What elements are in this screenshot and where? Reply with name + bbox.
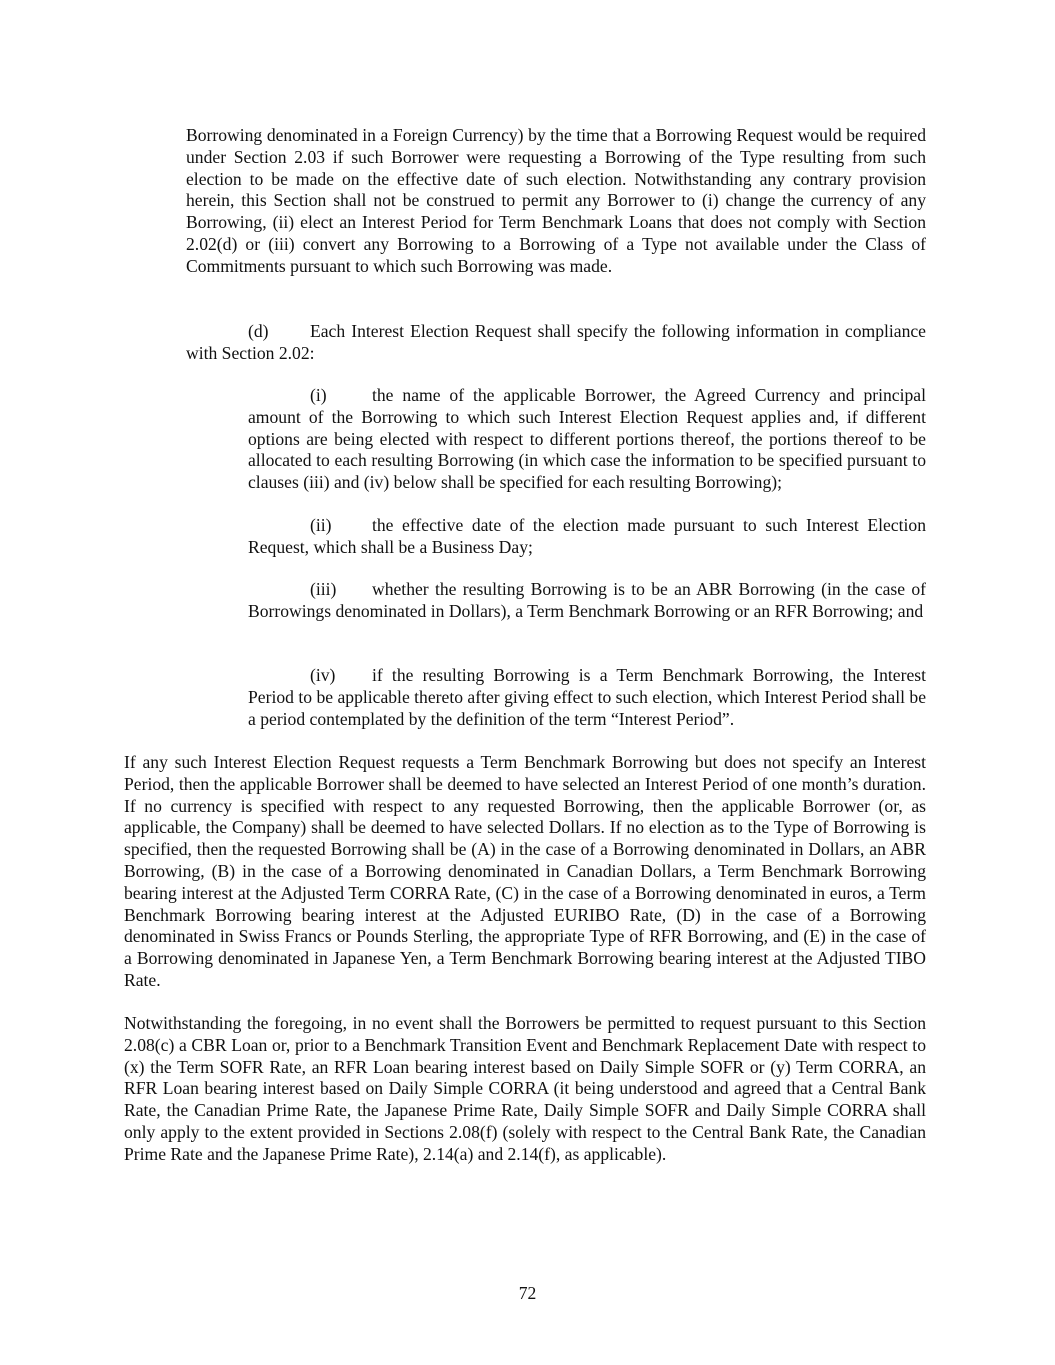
clause-ii-text: the effective date of the election made pursuant to such Interest Election Request, which shall be a Business Day; — [248, 515, 926, 557]
clause-ii-label: (ii) — [310, 515, 332, 535]
clause-iv — [248, 665, 926, 730]
default-election-paragraph: If any such Interest Election Request requests a Term Benchmark Borrowing but does not specify an Interest Period, then the applicable Borrower shall be deemed to have selected an Interest Period of one month’s duration. If no currency is specified with respect to any requested Borrowing, then the applicable Borrower (or, as applicable, the Company) shall be deemed to have selected Dollars. If no election as to the Type of Borrowing is specified, then the requested Borrowing shall be (A) in the case of a Borrowing denominated in Dollars, an ABR Borrowing, (B) in the case of a Borrowing denominated in Canadian Dollars, a Term Benchmark Borrowing bearing interest at the Adjusted Term CORRA Rate, (C) in the case of a Borrowing denominated in euros, a Term Benchmark Borrowing bearing interest at the Adjusted EURIBO Rate, (D) in the case of a Borrowing denominated in Swiss Francs or Pounds Sterling, the appropriate Type of RFR Borrowing, and (E) in the case of a Borrowing denominated in Japanese Yen, a Term Benchmark Borrowing bearing interest at the Adjusted TIBO Rate. — [124, 752, 926, 990]
continuation-paragraph: Borrowing denominated in a Foreign Currency) by the time that a Borrowing Request would be required under Section 2.03 if such Borrower were requesting a Borrowing of the Type resulting from such election to be made on the effective date of such election. Notwithstanding any contrary provision herein, this Section shall not be construed to permit any Borrower to (i) change the currency of any Borrowing, (ii) elect an Interest Period for Term Benchmark Loans that does not comply with Section 2.02(d) or (iii) convert any Borrowing to a Borrowing of a Type not available under the Class of Commitments pursuant to which such Borrowing was made. — [186, 125, 926, 276]
clause-iv-label: (iv) — [310, 665, 336, 685]
clause-i — [248, 385, 926, 494]
section-d-text: Each Interest Election Request shall specify the following information in compliance with Section 2.02: — [186, 321, 926, 363]
clause-ii — [248, 515, 926, 559]
clause-iii-text: whether the resulting Borrowing is to be an ABR Borrowing (in the case of Borrowings denominated in Dollars), a Term Benchmark Borrowing or an RFR Borrowing; and — [248, 579, 926, 621]
section-d-paragraph — [186, 321, 926, 365]
clause-i-text: the name of the applicable Borrower, the Agreed Currency and principal amount of the Borrowing to which such Interest Election Request applies and, if different options are being elected with respect to different portions thereof, the portions thereof to be allocated to each resulting Borrowing (in which case the information to be specified pursuant to clauses (iii) and (iv) below shall be specified for each resulting Borrowing); — [248, 385, 926, 493]
clause-iii-label: (iii) — [310, 579, 337, 599]
clause-iv-text: if the resulting Borrowing is a Term Benchmark Borrowing, the Interest Period to be applicable thereto after giving effect to such election, which Interest Period shall be a period contemplated by the definition of the term “Interest Period”. — [248, 665, 926, 729]
clause-i-label: (i) — [310, 385, 327, 405]
page-number: 72 — [518, 1283, 537, 1303]
section-d-label: (d) — [248, 321, 269, 341]
clause-iii — [248, 579, 926, 623]
notwithstanding-paragraph: Notwithstanding the foregoing, in no event shall the Borrowers be permitted to request pursuant to this Section 2.08(c) a CBR Loan or, prior to a Benchmark Transition Event and Benchmark Replacement Date with respect to (x) the Term SOFR Rate, an RFR Loan bearing interest based on Daily Simple SOFR or (y) Term CORRA, an RFR Loan bearing interest based on Daily Simple CORRA (it being understood and agreed that a Central Bank Rate, the Canadian Prime Rate, the Japanese Prime Rate, Daily Simple SOFR and Daily Simple CORRA shall only apply to the extent provided in Sections 2.08(f) (solely with respect to the Central Bank Rate, the Canadian Prime Rate and the Japanese Prime Rate), 2.14(a) and 2.14(f), as applicable). — [124, 1013, 926, 1164]
